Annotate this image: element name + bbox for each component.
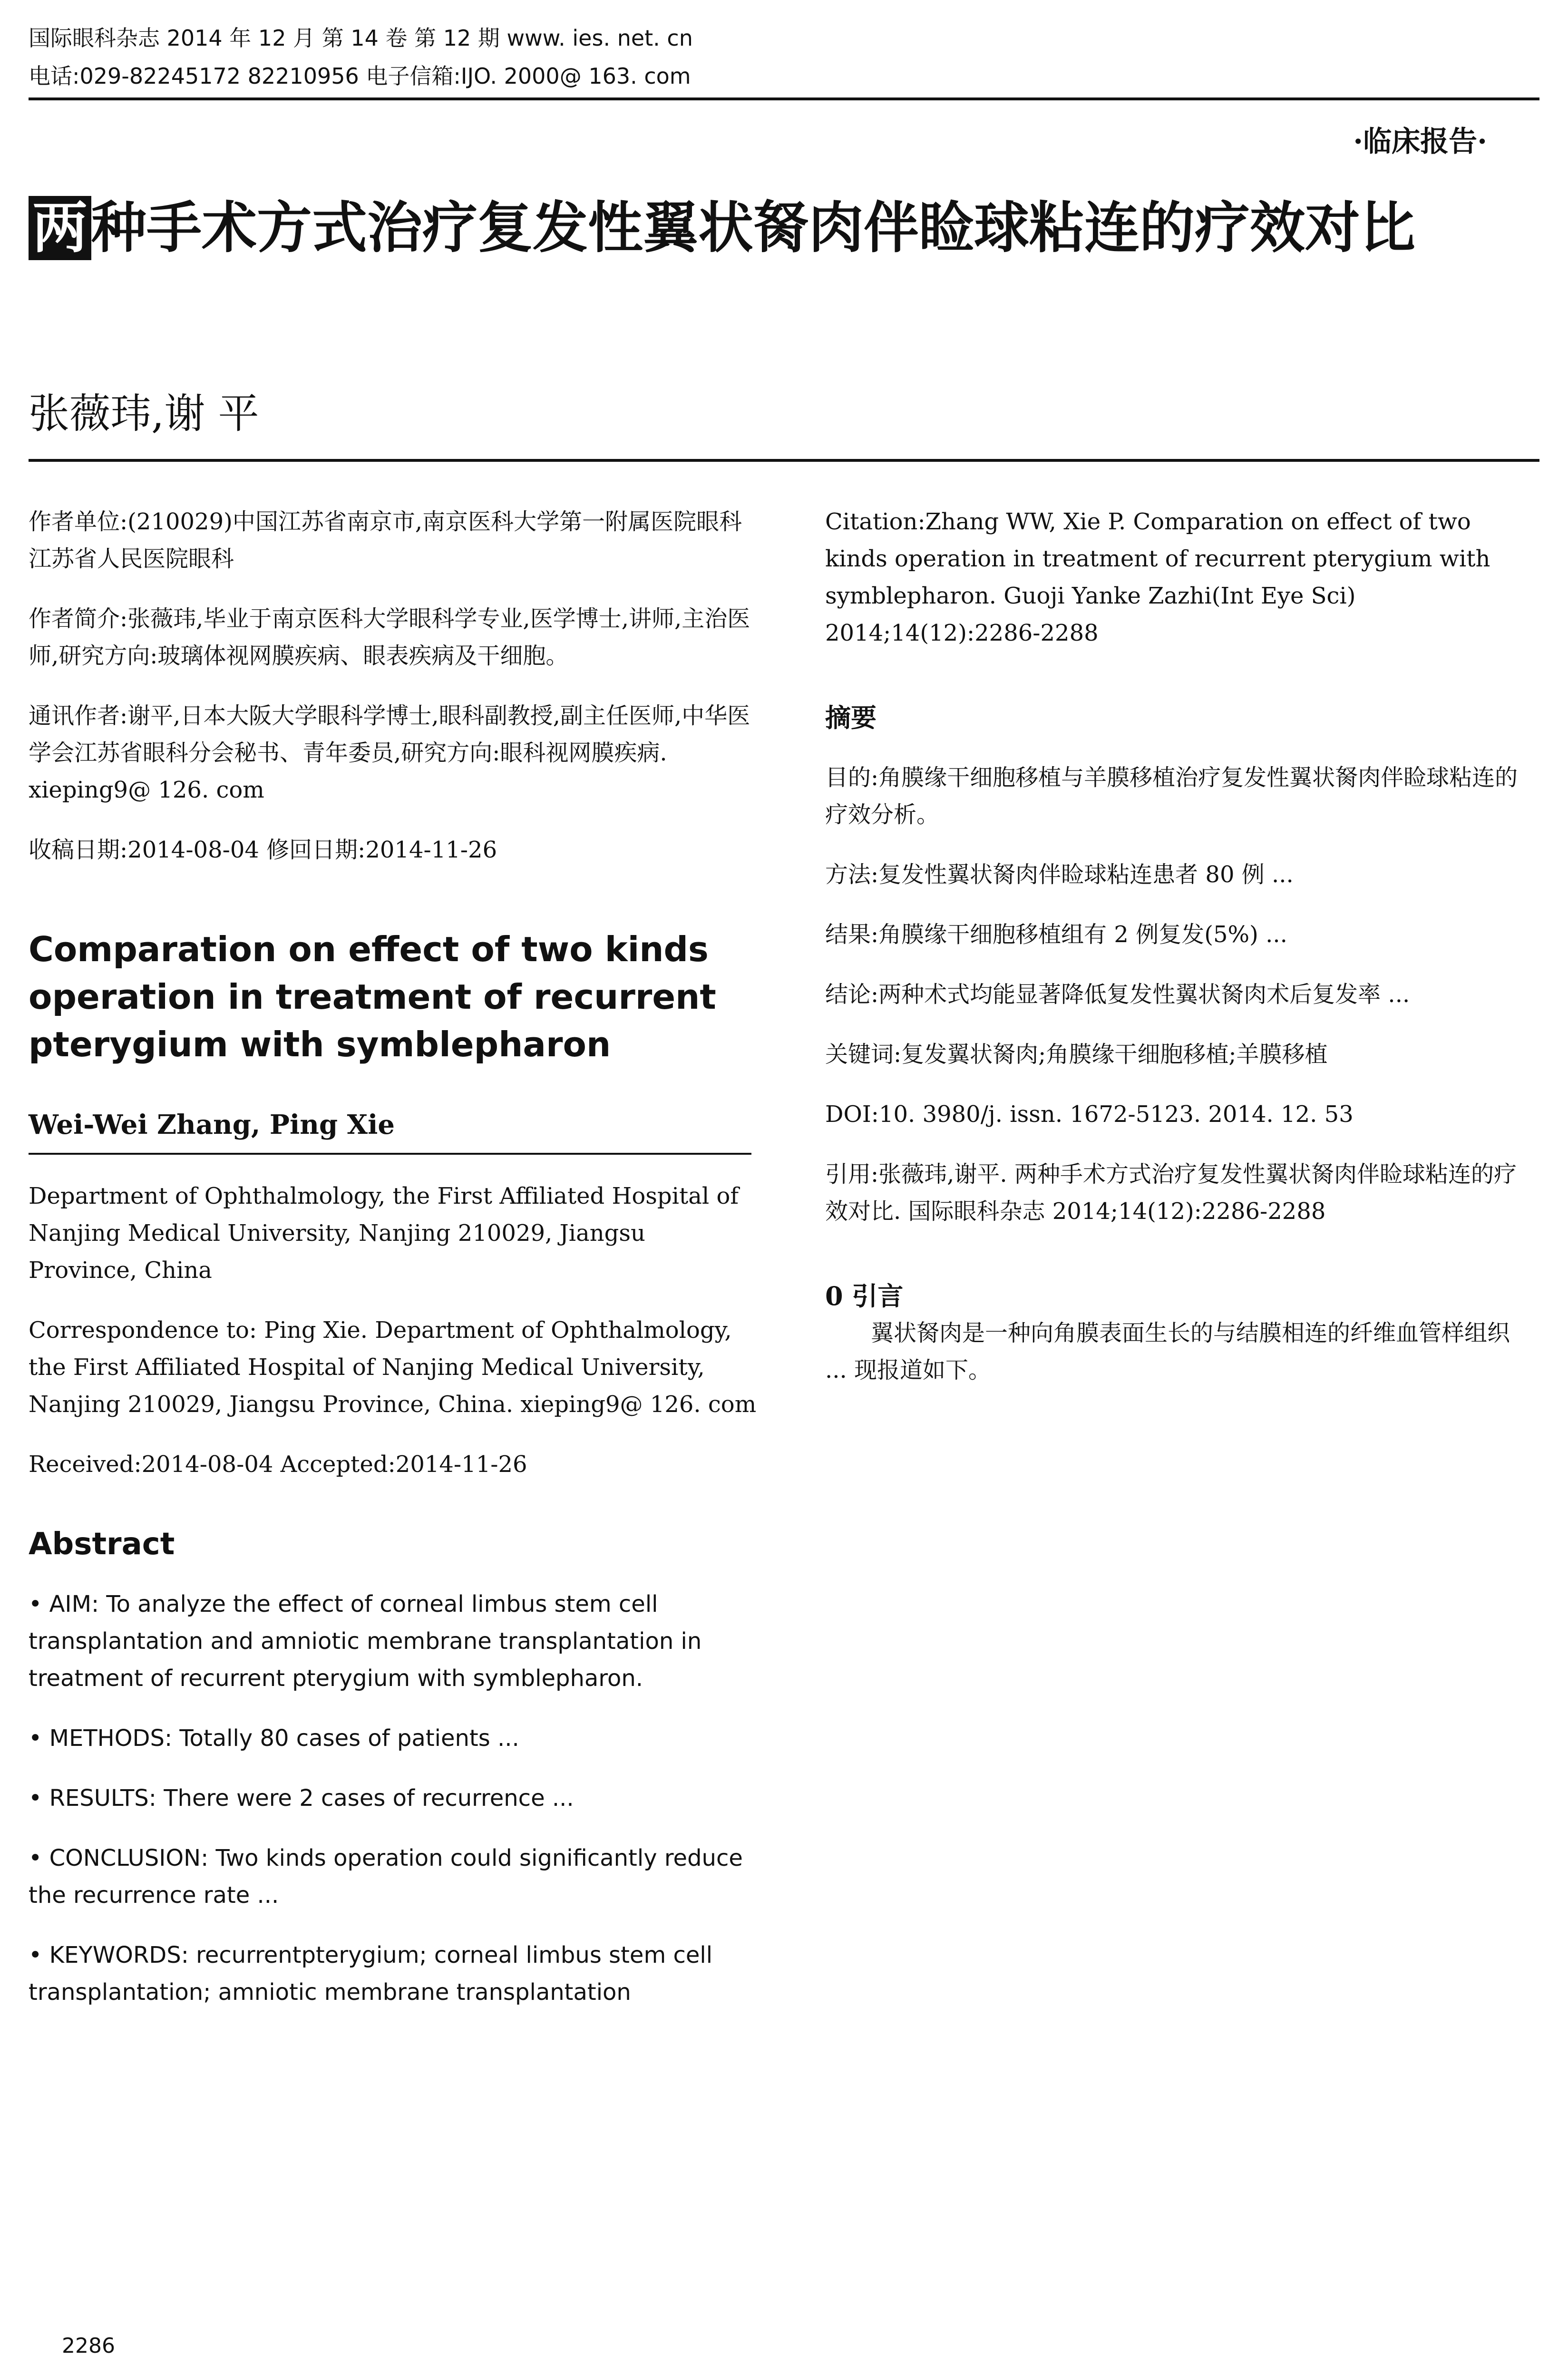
citation: Citation:Zhang WW, Xie P. Comparation on effect of two kinds operation in treatment of recurrent pterygium with symblepharon. Guoji Yanke Zazhi(Int Eye Sci) 2014;14(12):2286-2288 — [825, 508, 1490, 646]
article-title — [29, 190, 1539, 266]
dates-cn: 收稿日期:2014-08-04 修回日期:2014-11-26 — [29, 837, 497, 863]
authors-cn: 张薇玮,谢 平 — [29, 390, 259, 438]
abstract-results: • RESULTS: There were 2 cases of recurrence ... — [29, 1785, 574, 1812]
title-rest: 种手术方式治疗复发性翼状胬肉伴睑球粘连的疗效对比 — [91, 196, 1415, 260]
abstract-en — [29, 1586, 761, 2011]
section-label: ·临床报告· — [1353, 125, 1487, 158]
abstract-cn-heading: 摘要 — [825, 702, 877, 733]
abstract-cn-conclusion: 结论:两种术式均能显著降低复发性翼状胬肉术后复发率 ... — [825, 981, 1410, 1008]
received-en: Received:2014-08-04 Accepted:2014-11-26 — [29, 1451, 527, 1478]
journal-header — [29, 19, 1539, 95]
header-line-2: 电话:029-82245172 82210956 电子信箱:IJO. 2000@ 163. com — [29, 63, 691, 89]
title-rule — [29, 459, 1539, 462]
abstract-aim: • AIM: To analyze the effect of corneal limbus stem cell transplantation and amniotic membrane transplantation in treatment of recurrent pterygium with symblepharon. — [29, 1591, 702, 1692]
doi: DOI:10. 3980/j. issn. 1672-5123. 2014. 12. 53 — [825, 1101, 1354, 1128]
corr-cn: 通讯作者:谢平,日本大阪大学眼科学博士,眼科副教授,副主任医师,中华医学会江苏省眼科分会秘书、青年委员,研究方向:眼科视网膜疾病. xieping9@ 126. com — [29, 702, 750, 803]
page-number: 2286 — [62, 2334, 115, 2358]
header-rule — [29, 97, 1539, 100]
abstract-methods: • METHODS: Totally 80 cases of patients ... — [29, 1725, 519, 1752]
intro-text: 翼状胬肉是一种向角膜表面生长的与结膜相连的纤维血管样组织 ... 现报道如下。 — [825, 1320, 1510, 1383]
en-title: Comparation on effect of two kinds operation in treatment of recurrent pterygium with symblepharon — [29, 929, 716, 1064]
dept-en: Department of Ophthalmology, the First Affiliated Hospital of Nanjing Medical University, Nanjing 210029, Jiangsu Province, China — [29, 1183, 739, 1284]
abstract-cn-methods: 方法:复发性翼状胬肉伴睑球粘连患者 80 例 ... — [825, 861, 1294, 888]
left-column — [29, 480, 761, 2034]
intro-heading: 0 引言 — [825, 1281, 904, 1311]
abstract-heading: Abstract — [29, 1527, 175, 1562]
abstract-cn-aim: 目的:角膜缘干细胞移植与羊膜移植治疗复发性翼状胬肉伴睑球粘连的疗效分析。 — [825, 764, 1518, 828]
title-first-char: 两 — [29, 196, 91, 260]
header-line-1: 国际眼科杂志 2014 年 12 月 第 14 卷 第 12 期 www. ies. net. cn — [29, 25, 693, 51]
author-rule — [29, 1153, 751, 1155]
en-authors: Wei-Wei Zhang, Ping Xie — [29, 1109, 395, 1140]
keywords-cn: 关键词:复发翼状胬肉;角膜缘干细胞移植;羊膜移植 — [825, 1041, 1328, 1068]
abstract-keywords: • KEYWORDS: recurrentpterygium; corneal limbus stem cell transplantation; amniotic membrane transplantation — [29, 1942, 713, 2006]
affil-cn: 作者单位:(210029)中国江苏省南京市,南京医科大学第一附属医院眼科 江苏省人民医院眼科 — [29, 508, 742, 572]
abstract-cn-results: 结果:角膜缘干细胞移植组有 2 例复发(5%) ... — [825, 921, 1287, 948]
cite-cn: 引用:张薇玮,谢平. 两种手术方式治疗复发性翼状胬肉伴睑球粘连的疗效对比. 国际眼科杂志 2014;14(12):2286-2288 — [825, 1161, 1517, 1225]
corr-en: Correspondence to: Ping Xie. Department of Ophthalmology, the First Affiliated Hospital of Nanjing Medical University, Nanjing 210029, Jiangsu Province, China. xieping9@ 126. com — [29, 1317, 757, 1418]
bio-cn: 作者简介:张薇玮,毕业于南京医科大学眼科学专业,医学博士,讲师,主治医师,研究方向:玻璃体视网膜疾病、眼表疾病及干细胞。 — [29, 605, 750, 669]
abstract-conclusion: • CONCLUSION: Two kinds operation could significantly reduce the recurrence rate ... — [29, 1845, 743, 1909]
right-column — [825, 480, 1539, 1389]
